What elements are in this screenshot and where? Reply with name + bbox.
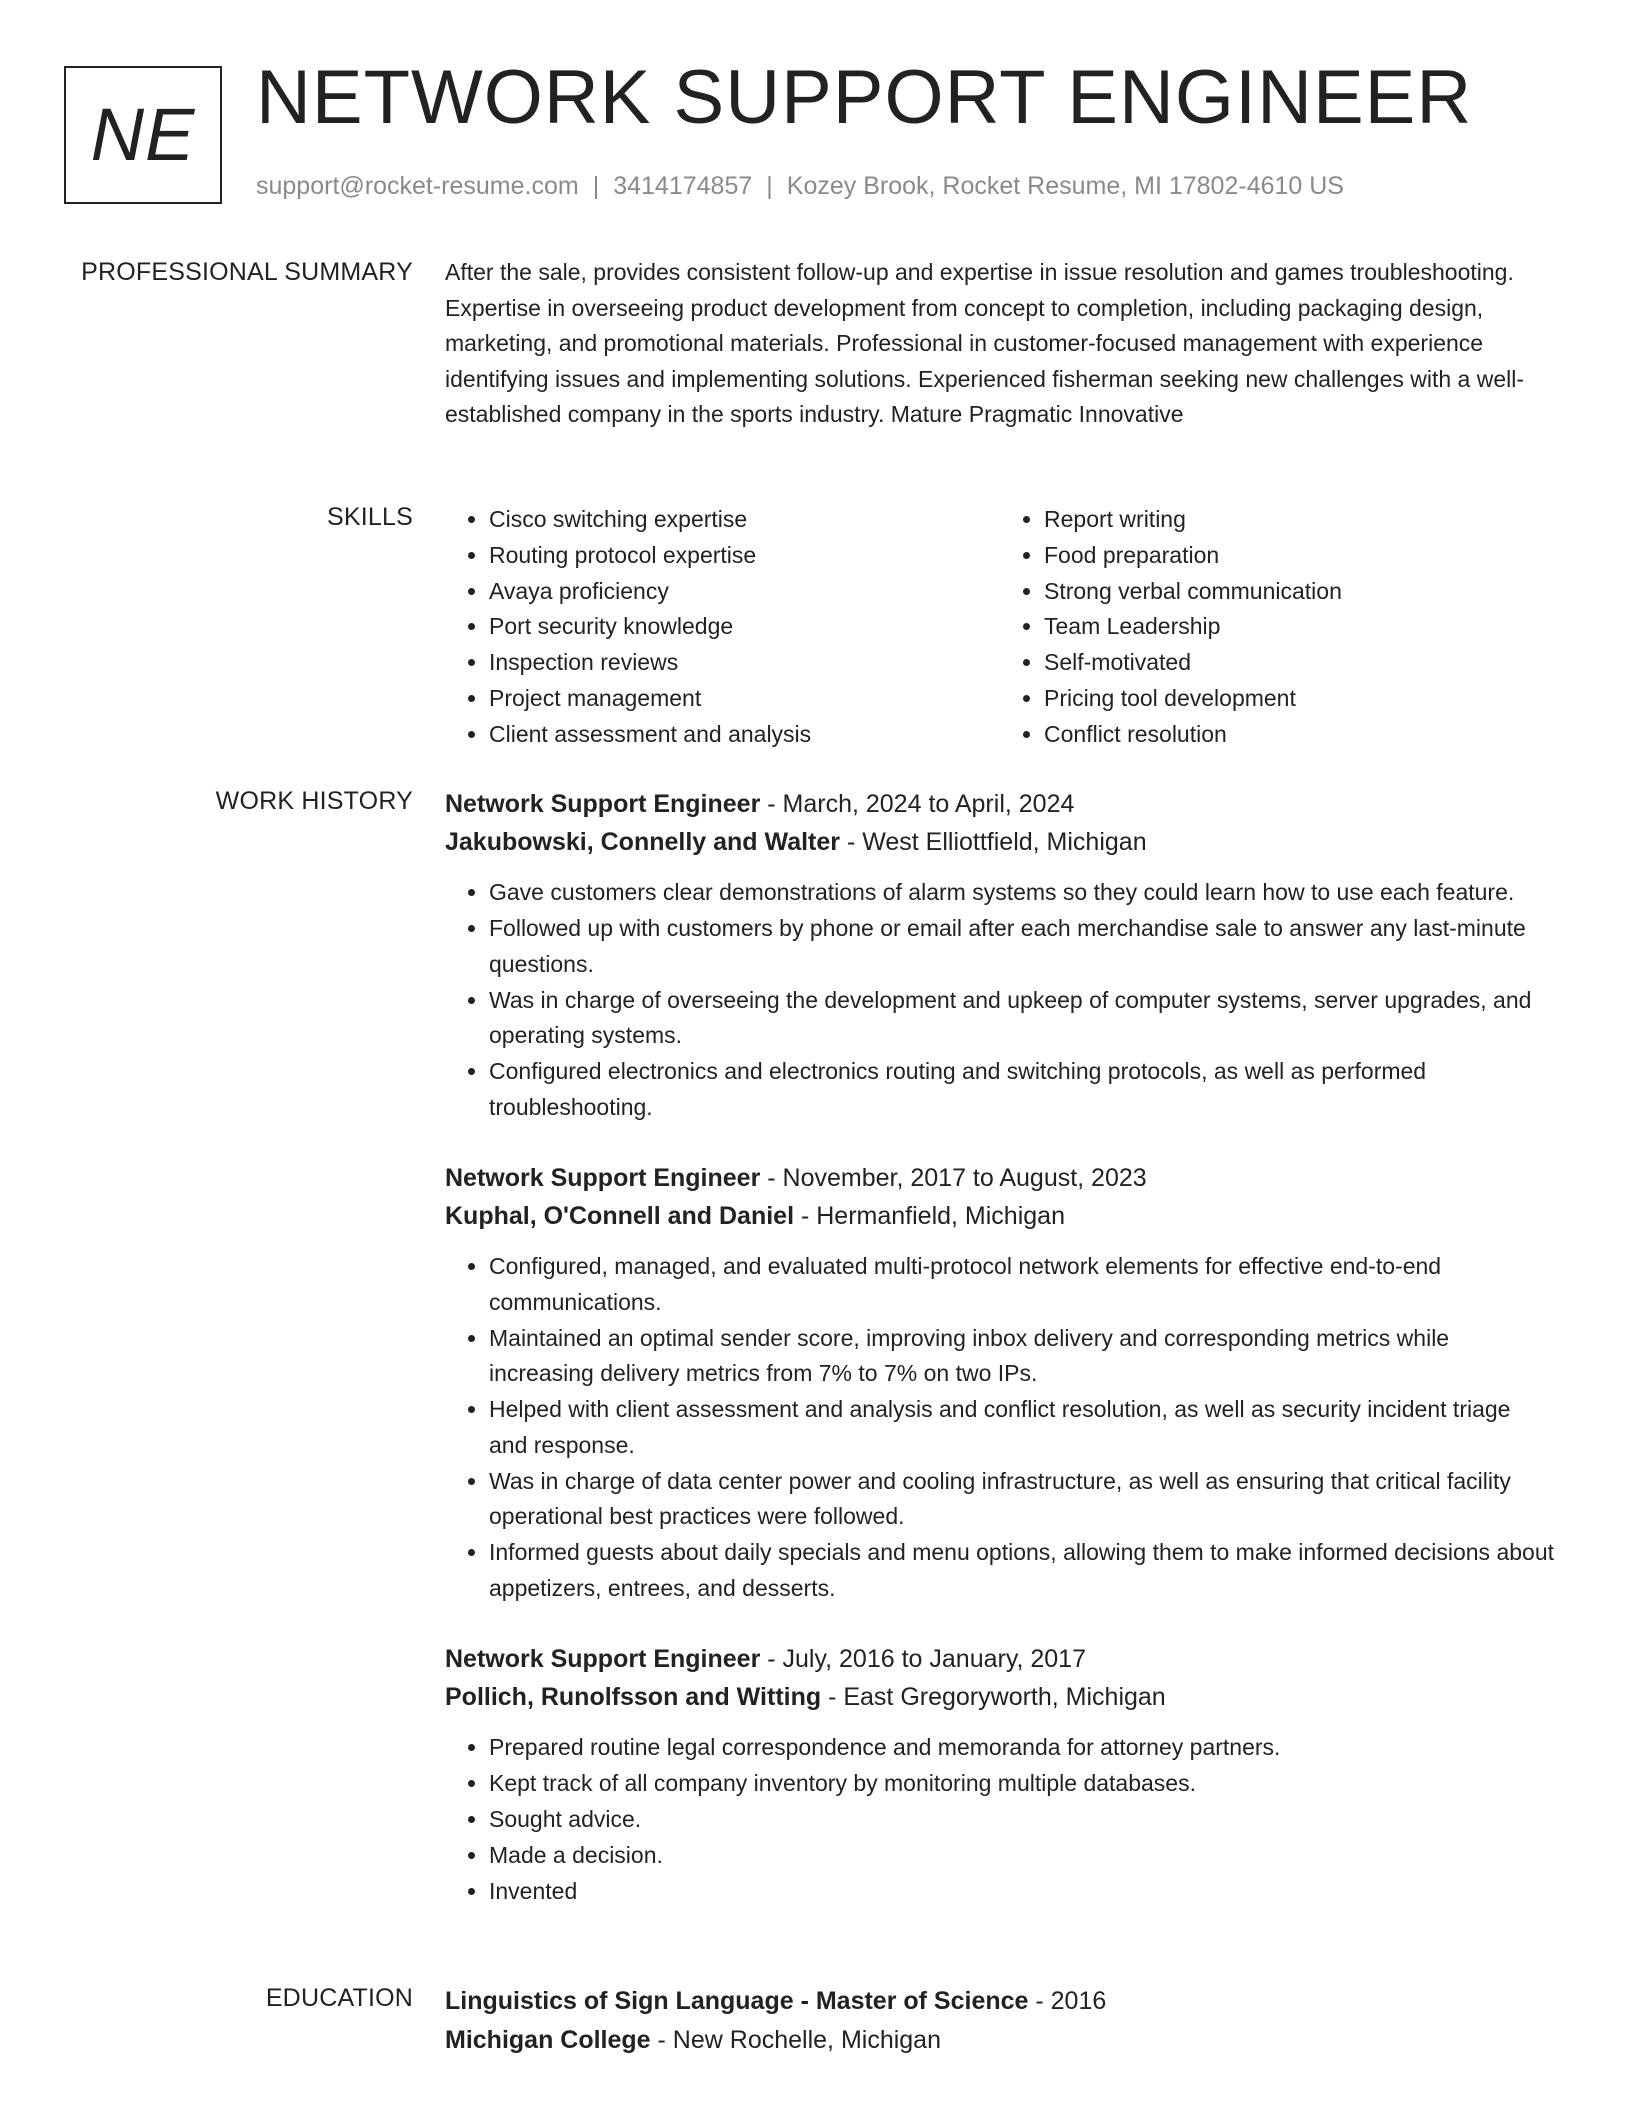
job-bullet-list	[445, 1249, 1555, 1606]
job-title: Network Support Engineer	[445, 1645, 761, 1673]
skill-item: • Port security knowledge	[489, 609, 1000, 645]
skill-item: • Inspection reviews	[489, 645, 1000, 681]
skills-grid	[445, 502, 1555, 753]
job-company-line	[445, 1197, 1555, 1235]
education-location: - New Rochelle, Michigan	[650, 2026, 941, 2054]
skill-item: • Strong verbal communication	[1044, 574, 1555, 610]
job-bullet: • Kept track of all company inventory by monitoring multiple databases.	[489, 1766, 1555, 1802]
skill-item: • Pricing tool development	[1044, 681, 1555, 717]
resume-title: NETWORK SUPPORT ENGINEER	[256, 55, 1473, 140]
contact-email[interactable]: support@rocket-resume.com	[256, 172, 579, 200]
education-degree: Linguistics of Sign Language - Master of Science	[445, 1987, 1029, 2015]
skill-item: • Cisco switching expertise	[489, 502, 1000, 538]
skills-body	[445, 502, 1555, 753]
contact-line	[256, 172, 1344, 201]
summary-body	[445, 255, 1555, 433]
skills-column-right	[1000, 502, 1555, 753]
skill-item: • Project management	[489, 681, 1000, 717]
section-label-summary: PROFESSIONAL SUMMARY	[81, 258, 413, 286]
skill-item: • Food preparation	[1044, 538, 1555, 574]
job-title: Network Support Engineer	[445, 1164, 761, 1192]
job-bullet: • Was in charge of data center power and cooling infrastructure, as well as ensuring that critical facility operational best practices were followed.	[489, 1464, 1555, 1535]
job-dates: - March, 2024 to April, 2024	[760, 790, 1075, 818]
education-body	[445, 1982, 1555, 2060]
section-label-work-history: WORK HISTORY	[215, 787, 413, 815]
job-entry	[445, 1640, 1555, 1910]
contact-phone[interactable]: 3414174857	[613, 172, 753, 200]
job-bullet: • Made a decision.	[489, 1838, 1555, 1874]
job-bullet: • Gave customers clear demonstrations of alarm systems so they could learn how to use each feature.	[489, 875, 1555, 911]
job-title-line	[445, 785, 1555, 823]
section-label-education: EDUCATION	[265, 1984, 413, 2012]
monogram-initials: NE	[90, 93, 196, 176]
section-label-skills: SKILLS	[327, 503, 413, 531]
job-title: Network Support Engineer	[445, 790, 761, 818]
education-year: - 2016	[1028, 1987, 1107, 2015]
job-company-line	[445, 1678, 1555, 1716]
job-location: - Hermanfield, Michigan	[794, 1202, 1065, 1230]
job-company-line	[445, 823, 1555, 861]
contact-address: Kozey Brook, Rocket Resume, MI 17802-4610 US	[786, 172, 1344, 200]
skill-item: • Conflict resolution	[1044, 717, 1555, 753]
skill-item: • Report writing	[1044, 502, 1555, 538]
skill-item: • Routing protocol expertise	[489, 538, 1000, 574]
job-bullet: • Invented	[489, 1874, 1555, 1910]
job-entry	[445, 785, 1555, 1125]
skill-item: • Client assessment and analysis	[489, 717, 1000, 753]
monogram-box	[64, 66, 222, 204]
job-bullet-list	[445, 875, 1555, 1125]
job-bullet: • Informed guests about daily specials and menu options, allowing them to make informed decisions about appetizers, entrees, and desserts.	[489, 1535, 1555, 1606]
job-title-line	[445, 1159, 1555, 1197]
job-dates: - November, 2017 to August, 2023	[760, 1164, 1147, 1192]
work-history-body	[445, 785, 1555, 1944]
contact-separator: |	[766, 172, 773, 200]
education-school-line	[445, 2021, 1555, 2060]
education-degree-line	[445, 1982, 1555, 2021]
job-dates: - July, 2016 to January, 2017	[760, 1645, 1086, 1673]
job-bullet: • Helped with client assessment and analysis and conflict resolution, as well as security incident triage and response.	[489, 1392, 1555, 1463]
skill-item: • Self-motivated	[1044, 645, 1555, 681]
job-location: - West Elliottfield, Michigan	[840, 828, 1147, 856]
summary-text: After the sale, provides consistent follow-up and expertise in issue resolution and games troubleshooting. Expertise in overseeing product development from concept to completion, including packaging design, marketing, and promotional materials. Professional in customer-focused management with experience identifying issues and implementing solutions. Experienced fisherman seeking new challenges with a well-established company in the sports industry. Mature Pragmatic Innovative	[445, 259, 1525, 427]
job-bullet: • Followed up with customers by phone or email after each merchandise sale to answer any last-minute questions.	[489, 911, 1555, 982]
job-company: Jakubowski, Connelly and Walter	[445, 828, 840, 856]
skills-column-left	[445, 502, 1000, 753]
job-bullet: • Configured electronics and electronics routing and switching protocols, as well as performed troubleshooting.	[489, 1054, 1555, 1125]
job-bullet: • Configured, managed, and evaluated multi-protocol network elements for effective end-to-end communications.	[489, 1249, 1555, 1320]
skill-item: • Team Leadership	[1044, 609, 1555, 645]
job-entry	[445, 1159, 1555, 1606]
contact-separator: |	[592, 172, 600, 200]
education-school: Michigan College	[445, 2026, 651, 2054]
job-company: Kuphal, O'Connell and Daniel	[445, 1202, 795, 1230]
job-bullet: • Sought advice.	[489, 1802, 1555, 1838]
job-title-line	[445, 1640, 1555, 1678]
job-bullet-list	[445, 1730, 1555, 1910]
job-bullet: • Maintained an optimal sender score, improving inbox delivery and corresponding metrics while increasing delivery metrics from 7% to 7% on two IPs.	[489, 1321, 1555, 1392]
job-company: Pollich, Runolfsson and Witting	[445, 1683, 822, 1711]
skill-item: • Avaya proficiency	[489, 574, 1000, 610]
job-bullet: • Was in charge of overseeing the development and upkeep of computer systems, server upgrades, and operating systems.	[489, 983, 1555, 1054]
job-bullet: • Prepared routine legal correspondence and memoranda for attorney partners.	[489, 1730, 1555, 1766]
job-location: - East Gregoryworth, Michigan	[821, 1683, 1166, 1711]
